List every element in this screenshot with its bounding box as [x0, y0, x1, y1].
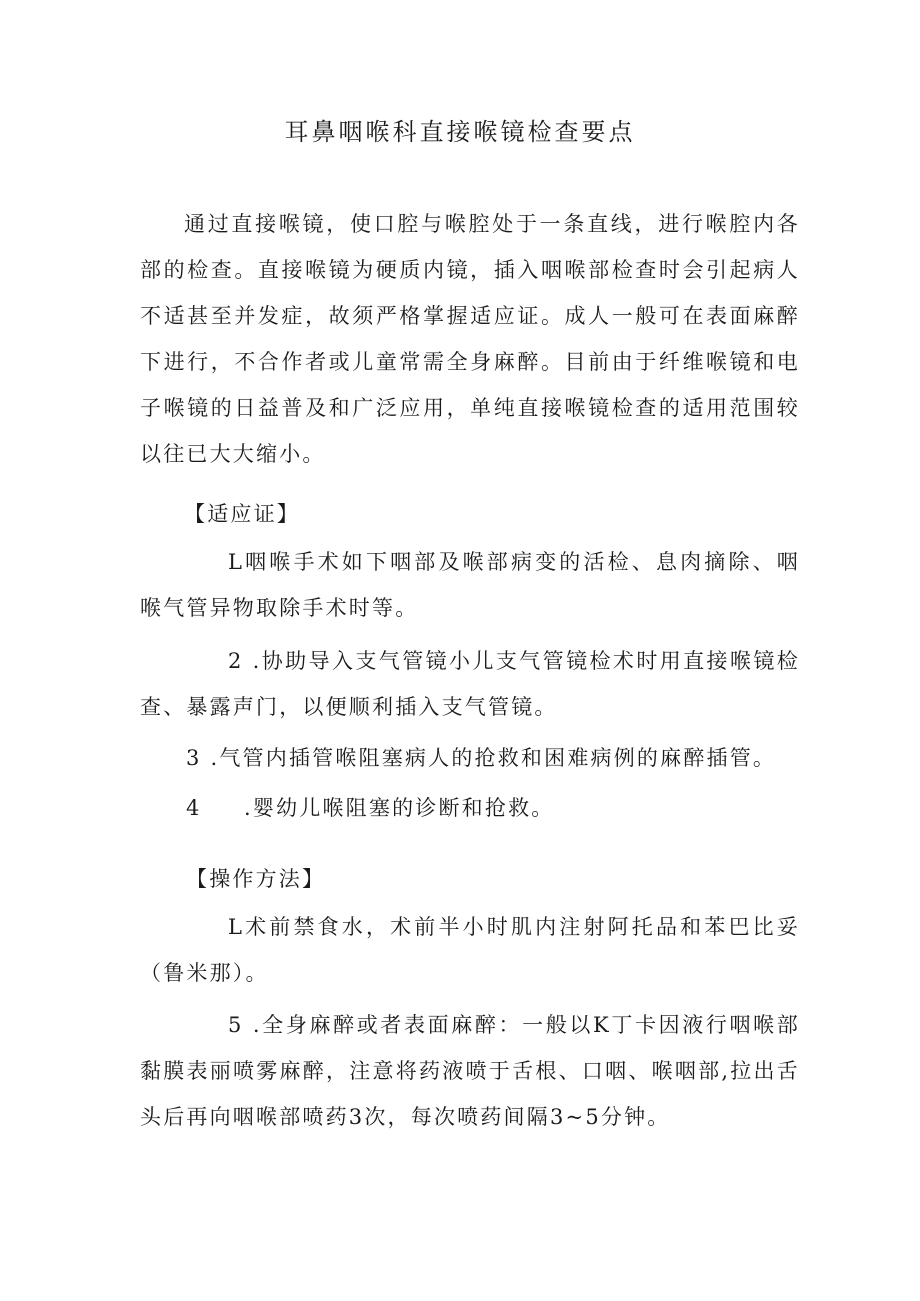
method-item-1 [140, 904, 800, 996]
item-number: 2 [228, 649, 244, 673]
item-text: .协助导入支气管镜小儿支气管镜检术时用直接喉镜检查、暴露声门，以便顺利插入支气管镜。 [140, 649, 800, 719]
item-text: 咽喉手术如下咽部及喉部病变的活检、息肉摘除、咽喉气管异物取除手术时等。 [140, 550, 800, 620]
indication-item-3 [186, 735, 776, 781]
indication-item-4 [186, 785, 554, 831]
indication-item-1 [140, 539, 800, 631]
intro-paragraph: 通过直接喉镜，使口腔与喉腔处于一条直线，进行喉腔内各部的检查。直接喉镜为硬质内镜，插入咽喉部检查时会引起病人不适甚至并发症，故须严格掌握适应证。成人一般可在表面麻醉下进行，不合作者或儿童常需全身麻醉。目前由于纤维喉镜和电子喉镜的日益普及和广泛应用，单纯直接喉镜检查的适用范围较以往已大大缩小。 [140, 212, 800, 466]
item-number: 3 [186, 746, 202, 770]
indications-heading: 【适应证】 [184, 502, 300, 526]
item-text: .婴幼儿喉阻塞的诊断和抢救。 [244, 796, 555, 820]
item-number: L [228, 550, 245, 574]
item-number: L [228, 915, 245, 939]
item-number: 4 [186, 796, 202, 820]
indication-item-2 [140, 638, 800, 730]
methods-heading: 【操作方法】 [186, 867, 326, 891]
method-item-2 [140, 1002, 800, 1140]
item-text: .气管内插管喉阻塞病人的抢救和困难病例的麻醉插管。 [210, 746, 777, 770]
page-title: 耳鼻咽喉科直接喉镜检查要点 [284, 118, 636, 146]
item-text: .全身麻醉或者表面麻醉：一般以K丁卡因液行咽喉部黏膜表丽喷雾麻醉，注意将药液喷于舌根、口咽、喉咽部,拉出舌头后再向咽喉部喷药3次，每次喷药间隔3~5分钟。 [140, 1013, 800, 1129]
item-number: 5 [228, 1013, 244, 1037]
item-text: 术前禁食水，术前半小时肌内注射阿托品和苯巴比妥（鲁米那）。 [140, 915, 800, 985]
